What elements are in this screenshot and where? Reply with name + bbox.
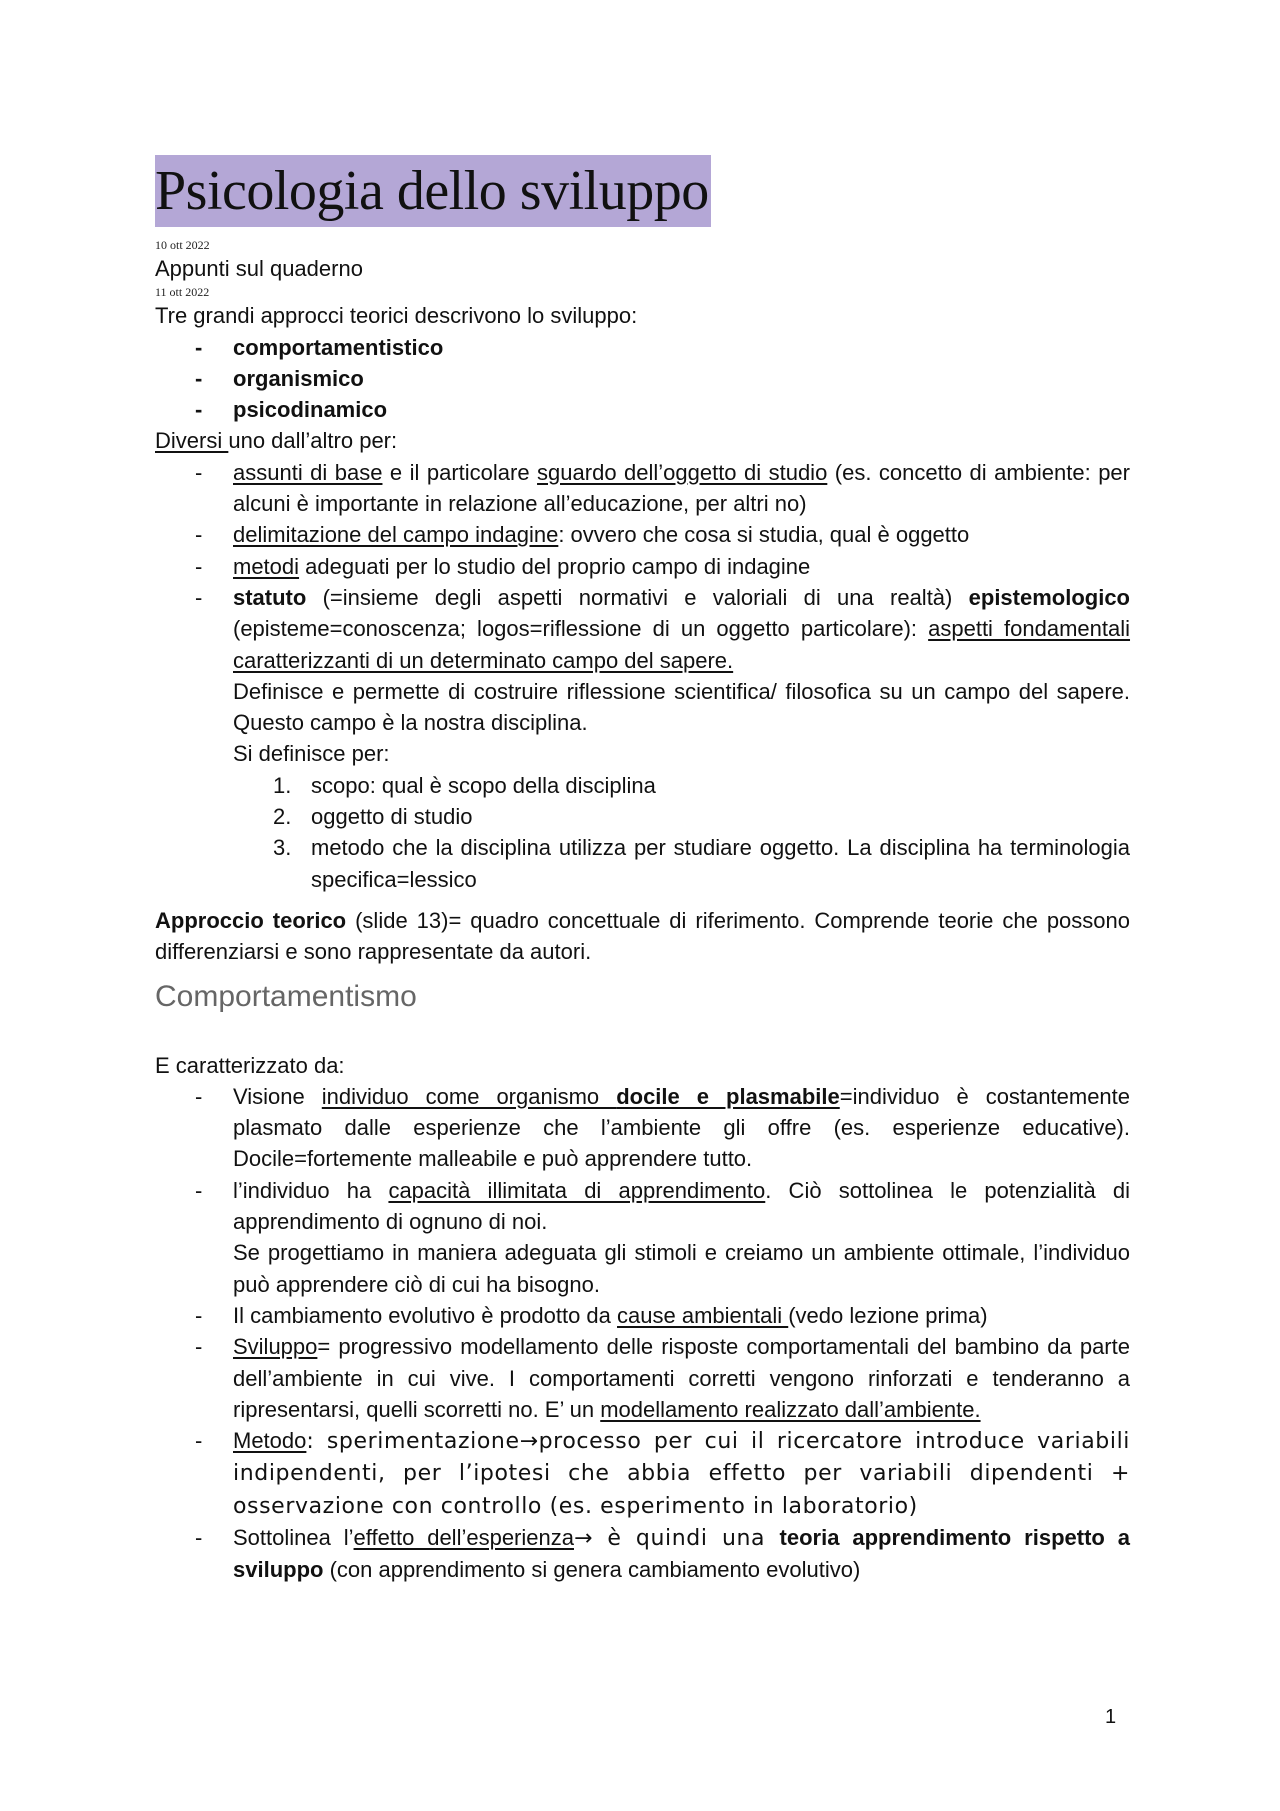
text-span: : ovvero che cosa si studia, qual è oggetto [558,522,970,548]
text-span: e il particolare [382,459,538,485]
diversi-line [155,425,1130,456]
text-span: teoria apprendimento rispetto a sviluppo [233,1524,1130,1583]
text-span: l’individuo ha [233,1177,389,1203]
note-1: Appunti sul quaderno [155,256,363,281]
item-number: 1. [273,772,292,798]
text-span: sguardo dell’oggetto di studio [537,459,828,485]
text-span: (slide 13)= quadro concettuale di riferimento. Comprende teorie che possono differenziarsi e sono rappresentate da autori. [155,907,1131,965]
text-span: cause ambientali [617,1302,789,1328]
text-span: aspetti fondamentali caratterizzanti di un determinato campo del sapere. [233,616,1131,673]
list-item [233,1081,1130,1175]
text-span: Il cambiamento evolutivo è prodotto da [233,1302,618,1328]
section-heading: Comportamentismo [155,979,417,1013]
list-item [233,457,1130,520]
paragraph: Si definisce per: [233,741,390,767]
approccio-paragraph [155,905,1130,968]
text-span: Metodo [233,1428,307,1454]
text-span: modellamento realizzato dall’ambiente. [600,1396,981,1422]
paragraph [233,582,1130,676]
text-span: (vedo lezione prima) [788,1302,988,1328]
list-item [233,519,1130,550]
list-item [233,1300,1130,1331]
text-span: individuo come organismo [321,1083,617,1109]
text-span: : sperimentazione→processo per cui il ricercatore introduce variabili indipendenti, per l’ipotesi che abbia effetto per variabili dipendenti + osservazione con controllo (es. esperimento in laboratorio) [233,1429,1130,1519]
numbered-list [233,770,1130,895]
item-number: 3. [273,835,292,861]
text-span: oggetto di studio [311,804,473,830]
list-item [273,770,1130,801]
text-span: (=insieme degli aspetti normativi e valoriali di una realtà) [306,584,969,610]
text-span: adeguati per lo studio del proprio campo di indagine [299,553,811,579]
list-item [233,1522,1130,1586]
date-1: 10 ott 2022 [155,238,210,252]
text-span: . Ciò sottolinea le potenzialità di apprendimento di ognuno di noi. [233,1177,1130,1235]
document-page [155,155,1130,1586]
page-number: 1 [1105,1706,1117,1728]
text-span: (es. concetto di ambiente: per alcuni è importante in relazione all’educazione, per altri no) [233,459,1130,517]
list-item [233,1425,1130,1522]
list-item: - comportamentistico [233,332,1130,363]
list-item: - organismico [233,363,1130,394]
text-span: Sottolinea l’ [233,1524,354,1550]
text-span: capacità illimitata di apprendimento [388,1177,766,1203]
paragraph: Definisce e permette di costruire riflessione scientifica/ filosofica su un campo del sapere. Questo campo è la nostra disciplina. [233,678,1130,736]
list-item [233,582,1130,895]
text-span: effetto dell’esperienza [353,1524,574,1550]
text-span: assunti di base [233,459,383,485]
text-span: epistemologico [968,584,1130,610]
item-number: 2. [273,804,292,830]
text-span: Approccio teorico [155,907,347,933]
text-span: (episteme=conoscenza; logos=riflessione di un oggetto particolare): [233,616,929,642]
differences-list [155,457,1130,895]
spacer [155,1018,1130,1050]
text-span: Visione [233,1083,322,1109]
date-2: 11 ott 2022 [155,285,210,300]
list-item [273,832,1130,895]
diversi-rest: uno dall’altro per: [228,428,398,454]
title-wrap [155,155,1130,227]
text-span: statuto [233,584,307,610]
list-item [233,1175,1130,1300]
document-title: Psicologia dello sviluppo [155,155,711,227]
paragraph [233,1175,1130,1238]
list-item [273,801,1130,832]
list-item [233,1331,1130,1425]
text-span: metodo che la disciplina utilizza per studiare oggetto. La disciplina ha terminologia specifica=lessico [311,835,1130,892]
text-span: → è quindi una [573,1525,780,1551]
text-span: (con apprendimento si genera cambiamento evolutivo) [323,1557,861,1583]
intro-text: Tre grandi approcci teorici descrivono lo sviluppo: [155,303,638,329]
list-item: - psicodinamico [233,394,1130,425]
text-span: metodi [233,553,300,579]
caratt-line: E caratterizzato da: [155,1052,345,1078]
text-span: docile e plasmabile [616,1083,840,1109]
text-span: = progressivo modellamento delle risposte comportamentali del bambino da parte dell’ambiente in cui vive. I comportamenti corretti vengono rinforzati e tenderanno a ripresentarsi, quelli scorretti no. E’ un [233,1334,1130,1422]
text-span: Sviluppo [233,1334,318,1360]
diversi-underlined: Diversi [155,428,229,454]
text-span: scopo: qual è scopo della disciplina [311,772,656,798]
spacer [155,895,1130,905]
approaches-list [155,332,1130,426]
behaviorism-list [155,1081,1130,1586]
text-span: delimitazione del campo indagine [233,522,559,548]
list-item [233,551,1130,582]
text-span: =individuo è costantemente plasmato dalle esperienze che l’ambiente gli offre (es. esperienze educative). Docile=fortemente malleabile e può apprendere tutto. [233,1083,1131,1172]
paragraph: Se progettiamo in maniera adeguata gli stimoli e creiamo un ambiente ottimale, l’individuo può apprendere ciò di cui ha bisogno. [233,1240,1130,1297]
